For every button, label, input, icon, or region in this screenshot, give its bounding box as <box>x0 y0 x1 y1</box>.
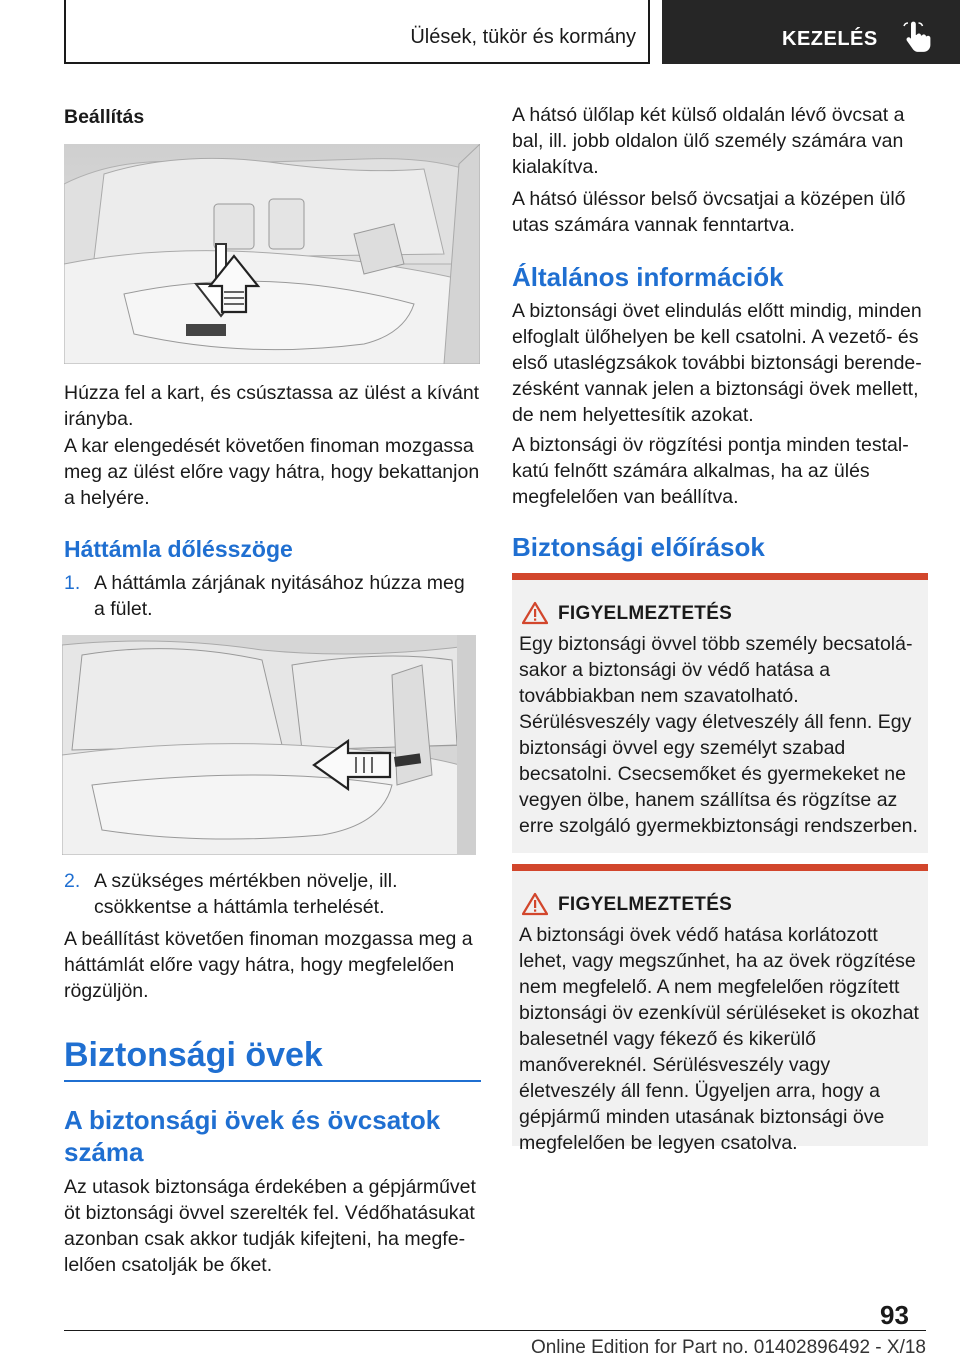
warning-text: A biztonsági övek védő hatása korlátozott lehet, vagy megszűnhet, ha az övek rögzítése nem megfelelő. A nem megfelelően rögzített biztonsági öv ezenkívül sérüléseket is okozhat balesetnél vagy fékező és kikerülő manővereknél. Sérülésveszély vagy életveszély áll fenn. Ügyeljen arra, hogy a gépjármű minden utasának biztonsági öve megfelelően be legyen csatolva. <box>519 924 919 1154</box>
step-2-number: 2. <box>64 870 81 892</box>
footer-edition: Online Edition for Part no. 01402896492 - X/18 <box>530 1337 926 1358</box>
header-section-title: Ülések, tükör és kormány <box>410 26 636 48</box>
warning-bar <box>512 573 928 580</box>
warning-triangle-icon <box>522 892 548 916</box>
belt-count-text: Az utasok biztonsága érdekében a gépjárművet öt biztonsági övvel szerelték fel. Védőhatásukat azonban csak akkor tudják kifejteni, ha megfelelően csatolják be őket. <box>64 1176 476 1276</box>
warning-title: FIGYELMEZTETÉS <box>558 603 733 624</box>
footer-rule <box>64 1330 926 1331</box>
general-info-text-2: A biztonsági öv rögzítési pontja minden testalkatú felnőtt számára alkalmas, ha az ülés megfelelően van beállítva. <box>512 434 909 508</box>
setting-instruction-1: Húzza fel a kart, és csúsztassa az ülést a kívánt irányba. <box>64 382 480 430</box>
warning-bar <box>512 864 928 871</box>
warning-box-1 <box>512 573 928 853</box>
page-header <box>0 0 960 66</box>
heading-belt-count: A biztonsági övek és övcsatok száma <box>64 1105 441 1167</box>
chapter-tab-label: KEZELÉS <box>782 28 878 50</box>
header-bottom-rule <box>64 62 650 64</box>
heading-seat-belts: Biztonsági övek <box>64 1036 323 1074</box>
setting-instruction-2: A kar elengedését követően finoman mozgassa meg az ülést előre vagy hátra, hogy bekattanjon a helyére. <box>64 435 480 509</box>
general-info-text-1: A biztonsági övet elindulás előtt mindig, minden elfoglalt ülőhelyen be kell csatolni. A vezető- és első utaslégzsákok további biztonsági berendezésként vannak jelen a biztonsági övek mellett, de nem helyettesítik azokat. <box>512 300 922 426</box>
warning-box-2 <box>512 864 928 1154</box>
header-divider <box>648 0 650 64</box>
warning-text: Egy biztonsági övvel több személy becsatolásakor a biztonsági öv védő hatása a továbbiakban nem szavatolható. Sérülésveszély vagy életveszély áll fenn. Egy biztonsági övvel egy személyt szabad becsatolni. Csecsemőket és gyermekeket ne vegyen ölbe, hanem szállítsa és rögzítse az erre szolgáló gyermekbiztonsági rendszerben. <box>519 633 918 837</box>
step-2-text: A szükséges mértékben növelje, ill. csökkentse a háttámla terhelését. <box>94 870 398 918</box>
warning-title: FIGYELMEZTETÉS <box>558 894 733 915</box>
buckle-outer-text: A hátsó ülőlap két külső oldalán lévő övcsat a bal, ill. jobb oldalon ülő személy számára van kialakítva. <box>512 104 905 178</box>
warning-triangle-icon <box>522 601 548 625</box>
hand-pointer-icon <box>899 20 935 56</box>
step-1-text: A háttámla zárjának nyitásához húzza meg a fület. <box>94 572 465 620</box>
heading-backrest-angle: Háttámla dőlésszöge <box>64 536 293 562</box>
section-rule <box>64 1080 481 1082</box>
heading-general-info: Általános információk <box>512 262 784 292</box>
heading-setting: Beállítás <box>64 106 145 128</box>
seat-slide-illustration <box>64 144 480 364</box>
header-chapter-tab[interactable] <box>662 0 960 64</box>
step-1-number: 1. <box>64 572 81 594</box>
heading-safety-rules: Biztonsági előírások <box>512 532 765 562</box>
backrest-release-illustration <box>62 635 476 855</box>
backrest-instruction: A beállítást követően finoman mozgassa meg a háttámlát előre vagy hátra, hogy megfelelően rögzüljön. <box>64 928 473 1002</box>
buckle-inner-text: A hátsó üléssor belső övcsatjai a középen ülő utas számára vannak fenntartva. <box>512 188 906 236</box>
page-number: 93 <box>880 1300 909 1330</box>
